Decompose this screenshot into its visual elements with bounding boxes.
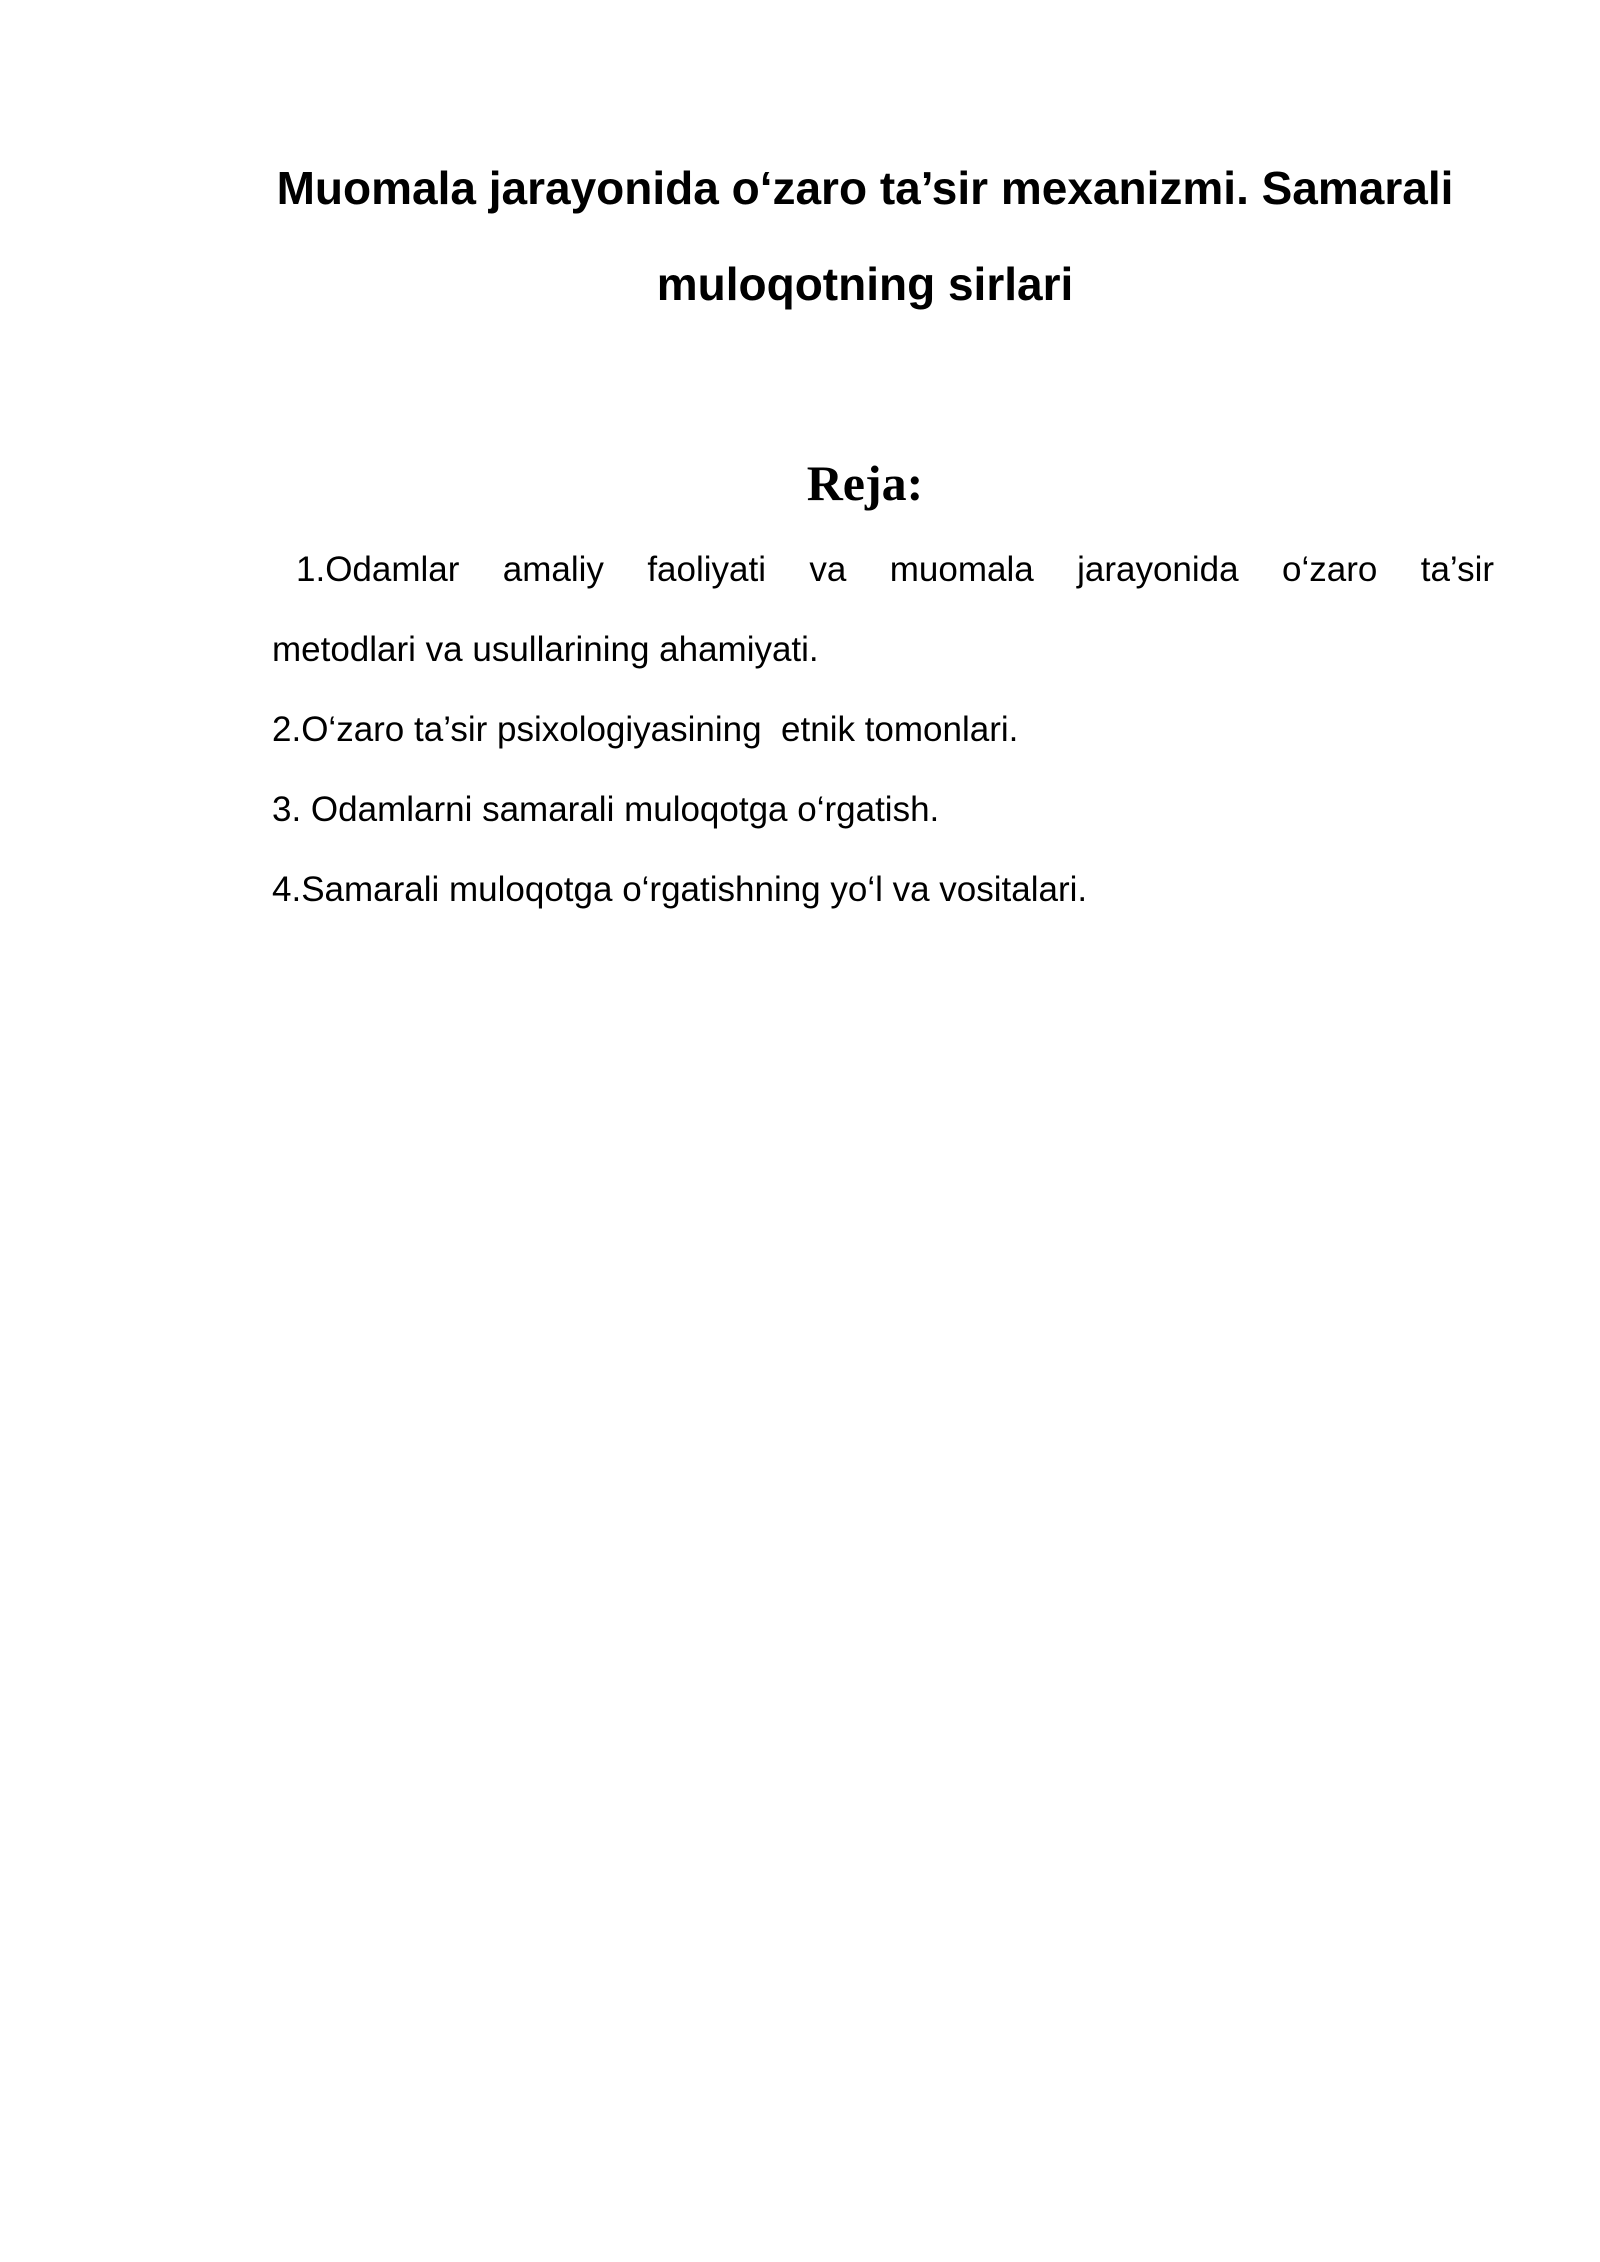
plan-heading: Reja:	[806, 455, 924, 511]
plan-list	[272, 530, 1494, 930]
title-line-1: Muomala jarayonida o‘zaro ta’sir mexanizmi. Samarali	[276, 162, 1454, 214]
plan-item-3: 3. Odamlarni samarali muloqotga o‘rgatish.	[272, 790, 940, 829]
document-title	[230, 140, 1500, 332]
plan-item-1-line-1: 1.Odamlar amaliy faoliyati va muomala jarayonida o‘zaro ta’sir	[296, 550, 1494, 589]
plan-item-2: 2.O‘zaro ta’sir psixologiyasining etnik tomonlari.	[272, 710, 1019, 749]
plan-item-4: 4.Samarali muloqotga o‘rgatishning yo‘l va vositalari.	[272, 870, 1088, 909]
plan-item-1-line-2: metodlari va usullarining ahamiyati.	[272, 630, 819, 669]
title-line-2: muloqotning sirlari	[656, 258, 1074, 310]
plan-item-1	[272, 530, 1494, 690]
